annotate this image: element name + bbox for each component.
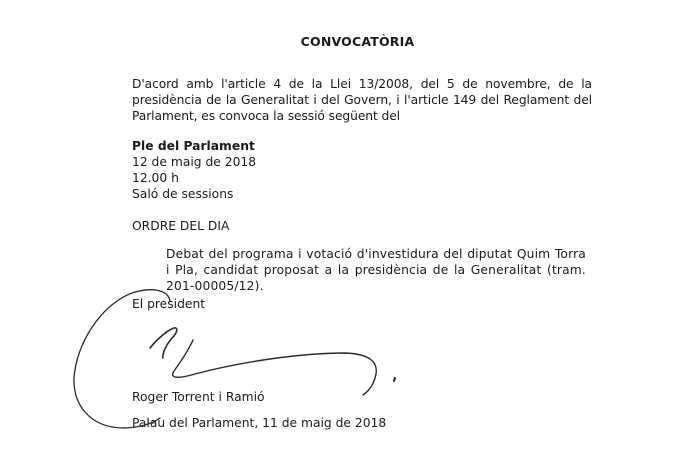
agenda-heading: ORDRE DEL DIA — [132, 219, 230, 233]
session-time: 12.00 h — [132, 171, 179, 185]
intro-paragraph: D'acord amb l'article 4 de la Llei 13/2008, del 5 de novembre, de la presidència de la Generalitat i del Govern, i l'article 149 del Reglament del Parlament, es convoca la sessió següent del — [132, 77, 592, 123]
document-title: CONVOCATÒRIA — [300, 34, 415, 49]
signer-name: Roger Torrent i Ramió — [132, 390, 265, 404]
session-date: 12 de maig de 2018 — [132, 155, 257, 169]
session-name: Ple del Parlament — [132, 139, 255, 153]
session-details — [132, 138, 256, 202]
session-place: Saló de sessions — [132, 187, 234, 201]
agenda-item: Debat del programa i votació d'investidura del diputat Quim Torra i Pla, candidat proposat a la presidència de la Generalitat (tram. 201-00005/12). — [166, 247, 586, 293]
place-and-date: Palau del Parlament, 11 de maig de 2018 — [132, 416, 387, 430]
signature-label: El president — [132, 297, 206, 311]
